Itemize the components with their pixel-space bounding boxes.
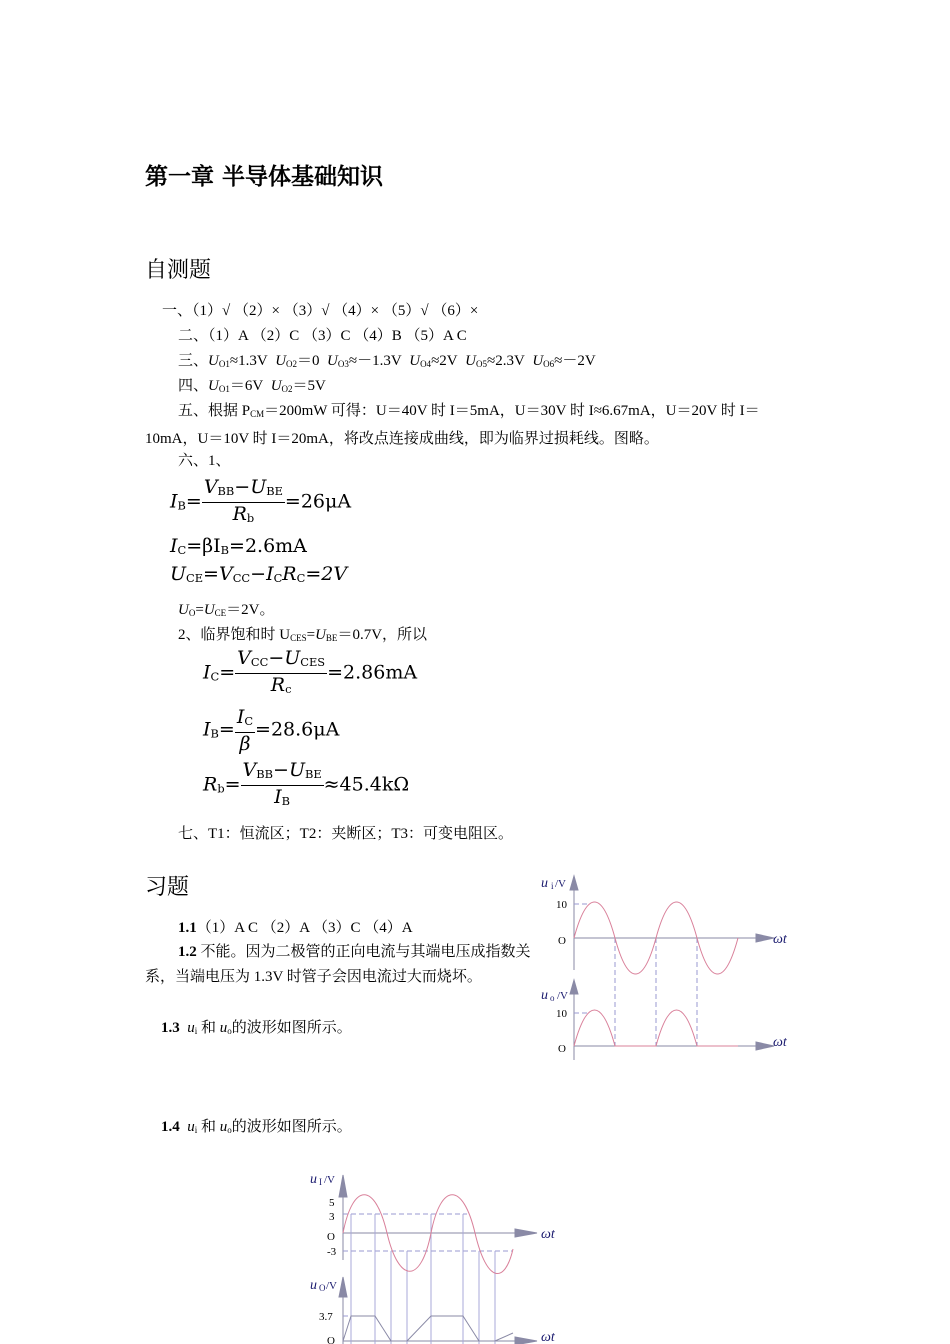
fig1-bot-xaxis: ωt (773, 1035, 787, 1050)
equation-ic-sat: $I_C=$ $\frac{V_{CC}-U_{CES}}{R_c}$ =2.86mA (203, 647, 418, 696)
exercise-1-1: 1.1（1）A C （2）A （3）C （4）A (178, 920, 413, 936)
fig1-bot-tick: 10 (556, 1008, 567, 1020)
exercise-heading: 习题 (145, 875, 190, 900)
fig2-tick-3: 3 (329, 1211, 335, 1223)
chapter-title: 第一章 半导体基础知识 (145, 164, 384, 190)
answer-uo-line: $U_O=U_{CE}=2V$。 (178, 602, 275, 618)
fig2-bot-tick: 3.7 (319, 1311, 333, 1323)
equation-ib-sat: $I_B=$ $\frac{I_C}{\beta}$ =28.6μA (203, 706, 340, 755)
fig2-top-xaxis: ωt (541, 1227, 555, 1242)
answer-q7: 七、T1：恒流区；T2：夹断区；T3：可变电阻区。 (178, 826, 513, 842)
fig2-bot-unit: /V (326, 1280, 337, 1292)
answer-q2: 二、（1）A （2）C （3）C （4）B （5）A C (178, 328, 467, 344)
fig1-top-xaxis: ωt (773, 932, 787, 947)
fig1-bot-origin: O (558, 1043, 566, 1055)
fig1-bot-ylabel: u (541, 988, 548, 1003)
fig2-top-unit: /V (324, 1174, 335, 1186)
answer-q1: 一、（1）√ （2）× （3）√ （4）× （5）√ （6）× (162, 303, 479, 319)
equation-ic: $I_C=\beta I_B=2.6mA$ (170, 535, 307, 557)
figure-1-3-waveforms (530, 870, 800, 1065)
self-test-heading: 自测题 (145, 258, 212, 283)
answer-q6-label: 六、1、 (178, 453, 231, 469)
fig1-top-tick: 10 (556, 899, 567, 911)
figure-1-4-waveforms (305, 1165, 570, 1344)
fig1-top-ylabel: u (541, 876, 548, 891)
fig1-bot-unit: /V (557, 990, 568, 1002)
answer-q4: 四、$U_{O1}=6V$ $U_{O2}=5V$ (178, 378, 326, 394)
answer-q3: 三、$U_{O1}\approx 1.3V$ $U_{O2}=0$ $U_{O3}\approx-1.3V$ $U_{O4}\approx 2V$ $U_{O5}\approx 2.3V$ $U_{O6}\approx-2V$ (178, 353, 596, 369)
svg-text:i: i (551, 881, 554, 891)
exercise-1-2: 1.2 不能。因为二极管的正向电流与其端电压成指数关系，当端电压为 1.3V 时管子会因电流过大而烧坏。 (145, 944, 531, 985)
fig2-tick-5: 5 (329, 1197, 335, 1209)
answer-q5: 五、根据 $P_{CM}=200mW$ 可得：U＝40V 时 I＝5mA，U＝30V 时 I≈6.67mA，U＝20V 时 I＝10mA，U＝10V 时 I＝20mA，将改点连接成曲线，即为临界过损耗线。图略。 (145, 403, 760, 447)
equation-ib: $I_B=$ $\frac{V_{BB}-U_{BE}}{R_b}$ =26μA (170, 476, 352, 525)
svg-text:I: I (319, 1177, 322, 1187)
fig2-tick-origin: O (327, 1231, 335, 1243)
fig2-bot-xaxis: ωt (541, 1330, 555, 1344)
fig1-top-origin: O (558, 935, 566, 947)
fig2-tick-neg3: -3 (327, 1246, 337, 1258)
svg-text:O: O (319, 1283, 326, 1293)
fig2-top-ylabel: u (310, 1172, 317, 1187)
fig1-top-unit: /V (555, 878, 566, 890)
equation-uce: $U_{CE}=V_{CC}-I_CR_C=2V$ (170, 563, 348, 585)
fig2-bot-ylabel: u (310, 1278, 317, 1293)
answer-q6-2: 2、临界饱和时 $U_{CES}=U_{BE}=0.7V$，所以 (178, 627, 428, 643)
equation-rb: $R_b=$ $\frac{V_{BB}-U_{BE}}{I_B}$ ≈45.4kΩ (203, 759, 410, 808)
fig2-bot-origin: O (327, 1335, 335, 1344)
exercise-1-3: 1.3 $u_i$ 和 $u_o$的波形如图所示。 (161, 1020, 352, 1036)
svg-text:o: o (550, 993, 555, 1003)
exercise-1-4: 1.4 $u_i$ 和 $u_o$的波形如图所示。 (161, 1119, 352, 1135)
